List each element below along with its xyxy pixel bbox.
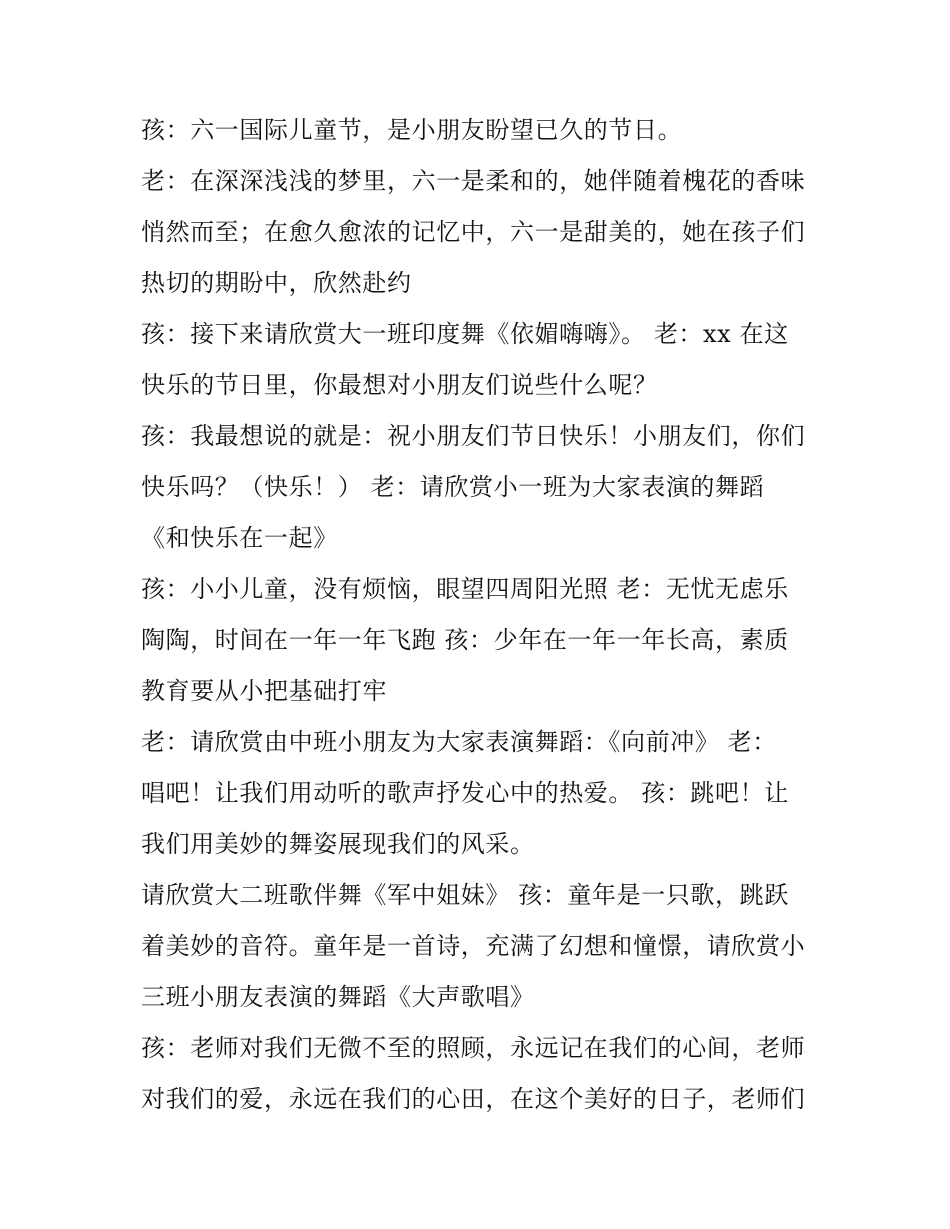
text-line: 孩：小小儿童，没有烦恼，眼望四周阳光照 老：无忧无虑乐	[141, 575, 789, 603]
text-line: 老：请欣赏由中班小朋友为大家表演舞蹈：《向前冲》 老：	[141, 728, 777, 756]
text-line: 孩：接下来请欣赏大一班印度舞《依媚嗨嗨》。 老：xx 在这	[141, 320, 789, 348]
text-line: 教育要从小把基础打牢	[141, 677, 387, 705]
text-line: 我们用美妙的舞姿展现我们的风采。	[141, 830, 535, 858]
text-line: 孩：我最想说的就是：祝小朋友们节日快乐！小朋友们，你们	[141, 422, 806, 450]
text-line: 请欣赏大二班歌伴舞《军中姐妹》 孩：童年是一只歌，跳跃	[141, 881, 789, 909]
text-line: 老：在深深浅浅的梦里，六一是柔和的，她伴随着槐花的香味	[141, 167, 806, 195]
text-line: 陶陶，时间在一年一年飞跑 孩：少年在一年一年长高，素质	[141, 626, 789, 654]
text-line: 对我们的爱，永远在我们的心田，在这个美好的日子，老师们	[141, 1085, 806, 1113]
text-line: 孩：六一国际儿童节，是小朋友盼望已久的节日。	[141, 116, 683, 144]
text-line: 唱吧！让我们用动听的歌声抒发心中的热爱。 孩：跳吧！让	[141, 779, 789, 807]
text-line: 三班小朋友表演的舞蹈《大声歌唱》	[141, 983, 535, 1011]
text-line: 悄然而至；在愈久愈浓的记忆中，六一是甜美的，她在孩子们	[141, 218, 806, 246]
text-line: 《和快乐在一起》	[141, 524, 338, 552]
text-line: 热切的期盼中，欣然赴约	[141, 269, 412, 297]
text-line: 快乐的节日里，你最想对小朋友们说些什么呢？	[141, 371, 658, 399]
text-line: 孩：老师对我们无微不至的照顾，永远记在我们的心间，老师	[141, 1034, 806, 1062]
text-line: 快乐吗？（快乐！） 老：请欣赏小一班为大家表演的舞蹈	[141, 473, 765, 501]
text-line: 着美妙的音符。童年是一首诗，充满了幻想和憧憬，请欣赏小	[141, 932, 806, 960]
